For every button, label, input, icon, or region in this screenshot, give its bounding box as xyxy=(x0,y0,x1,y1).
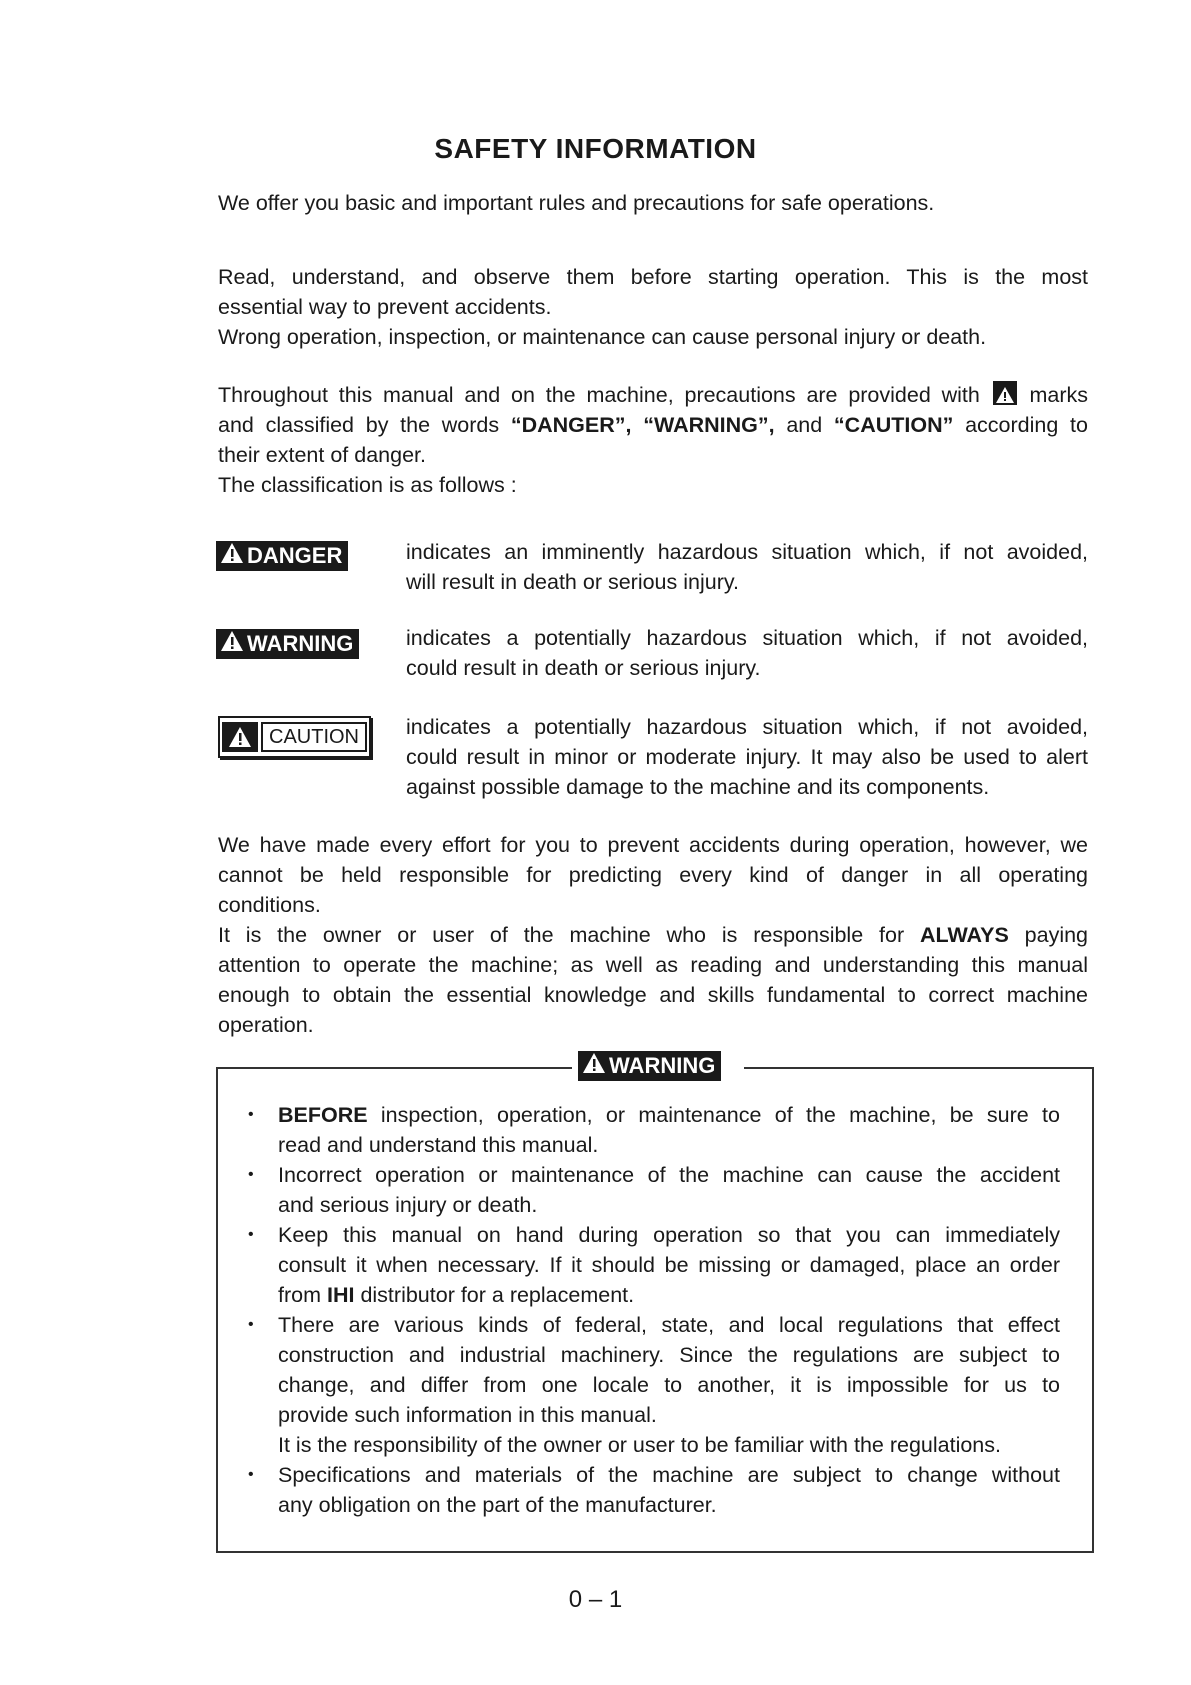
warning-triangle-icon xyxy=(222,722,258,752)
warning-description: indicates a potentially hazardous situation which, if not avoided, could result in death or serious injury. xyxy=(406,626,1088,680)
intro-paragraph-2: Read, understand, and observe them before starting operation. This is the most essential way to prevent accidents. Wrong operation, inspection, or maintenance can cause personal injury or death. xyxy=(218,265,1088,349)
list-item: • There are various kinds of federal, state, and local regulations that effect construction and industrial machinery. Since the regulations are subject to change, and differ from one locale to another, it is impossible for us to provide such information in this manual. It is the responsibility of the owner or user to be familiar with the regulations. xyxy=(248,1313,1060,1457)
warning-triangle-icon xyxy=(993,381,1017,405)
warning-label: WARNING xyxy=(216,629,359,659)
list-item: • BEFORE inspection, operation, or maintenance of the machine, be sure to read and understand this manual. xyxy=(248,1103,1060,1157)
divider xyxy=(216,1067,572,1069)
list-item: • Incorrect operation or maintenance of the machine can cause the accident and serious injury or death. xyxy=(248,1163,1060,1217)
warning-box-header: WARNING xyxy=(578,1051,721,1081)
list-item: • Keep this manual on hand during operation so that you can immediately consult it when necessary. If it should be missing or damaged, place an order from IHI distributor for a replacement. xyxy=(248,1223,1060,1307)
responsibility-paragraph: We have made every effort for you to prevent accidents during operation, however, we cannot be held responsible for predicting every kind of danger in all operating conditions. It is the owner or user of the machine who is responsible for ALWAYS paying attention to operate the machine; as well as reading and understanding this manual enough to obtain the essential knowledge and skills fundamental to correct machine operation. xyxy=(218,833,1089,1037)
warning-triangle-icon xyxy=(220,542,244,572)
intro-paragraph-1: We offer you basic and important rules and precautions for safe operations. xyxy=(218,191,935,215)
page-number: 0 – 1 xyxy=(568,1586,623,1613)
danger-label: DANGER xyxy=(216,541,348,571)
intro-paragraph-classification: Throughout this manual and on the machine, precautions are provided with marks and classified by the words “DANGER”, “WARNING”, and “CAUTION” according to their extent of danger. The classification is as follows : xyxy=(218,383,1088,497)
warning-triangle-icon xyxy=(220,630,244,660)
list-item: • Specifications and materials of the machine are subject to change without any obligation on the part of the manufacturer. xyxy=(248,1463,1060,1517)
page-title: SAFETY INFORMATION xyxy=(434,133,757,164)
divider xyxy=(744,1067,1094,1069)
danger-description: indicates an imminently hazardous situation which, if not avoided, will result in death or serious injury. xyxy=(406,540,1088,594)
caution-description: indicates a potentially hazardous situation which, if not avoided, could result in minor or moderate injury. It may also be used to alert against possible damage to the machine and its components. xyxy=(406,715,1088,799)
caution-label: CAUTION xyxy=(218,716,371,758)
warning-triangle-icon xyxy=(582,1052,606,1082)
warning-box xyxy=(216,1053,1094,1553)
